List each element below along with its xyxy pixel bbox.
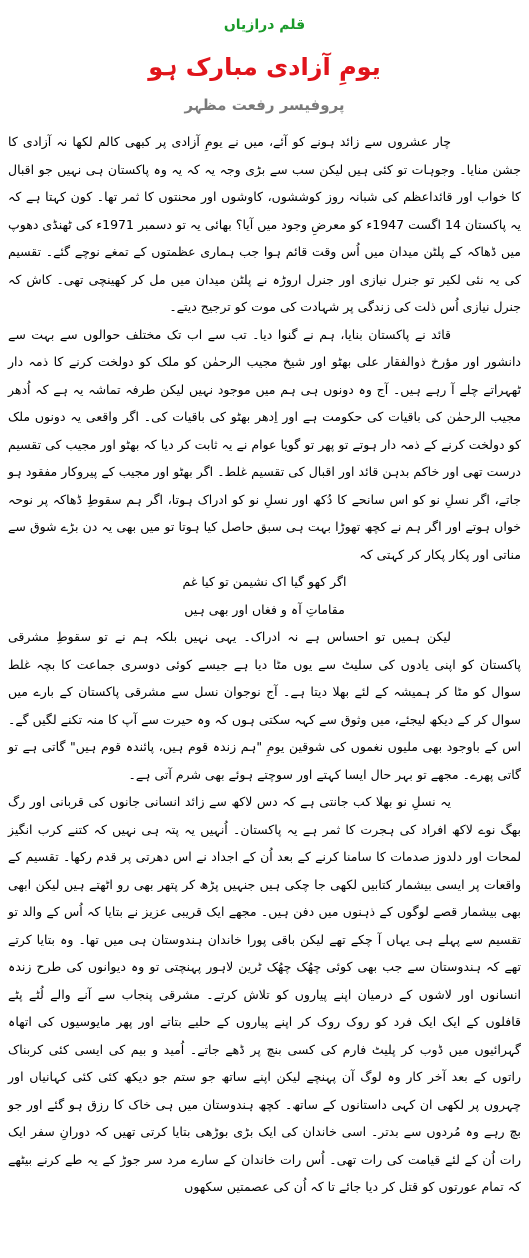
article-header: [8, 10, 521, 120]
column-name: قلم درازیاں: [223, 17, 306, 33]
author-name: پروفیسر رفعت مظہر: [184, 96, 345, 114]
verse-line-2: مقاماتِ آہ و فغاں اور بھی ہیں: [184, 601, 345, 617]
paragraph-2: قائد نے پاکستان بنایا، ہم نے گنوا دیا۔ تب سے اب تک مختلف حوالوں سے بہت سے دانشور اور مؤرخ ذوالفقار علی بھٹو اور شیخ مجیب الرحمٰن کو ملک کو دولخت کرنے کا ذمہ دار ٹھہراتے چلے آ رہے ہیں۔ آج وہ دونوں ہی ہم میں موجود نہیں لیکن طرفہ تماشہ یہ ہے کہ اُدھر مجیب الرحمٰن کی باقیات کی حکومت ہے اور اِدھر بھٹو کی باقیات کی۔ اگر واقعی یہ دونوں ملک کو دولخت کرنے کے ذمہ دار ہوتے تو پھر تو گویا عوام نے یہ ثابت کر دیا کہ بھٹو اور مجیب کی تقسیم درست تھی اور خاکم بدہن قائد اور اقبال کی تقسیم غلط۔ اگر بھٹو اور مجیب کے پیروکار مفقود ہو جاتے، اگر نسلِ نو کو اس سانحے کا دُکھ اور نسلِ نو کو ادراک ہوتا، اگر ہم سقوطِ ڈھاکہ پر نوحہ خواں ہوتے اور اگر ہم نے کچھ تھوڑا بہت ہی سبق حاصل کیا ہوتا تو میں بھی یہ دن بڑے شوق سے مناتی اور پکار پکار کر کہتی کہ: [8, 326, 521, 562]
article-title: یومِ آزادی مبارک ہو: [148, 53, 381, 81]
paragraph-3: لیکن ہمیں تو احساس ہے نہ ادراک۔ یہی نہیں بلکہ ہم نے تو سقوطِ مشرقی پاکستان کو اپنی یادوں کی سلیٹ سے یوں مٹا دیا ہے جیسے کوئی دوسری جماعت کا بچہ غلط سوال کو مٹا کر ہمیشہ کے لئے بھلا دیتا ہے۔ آج نوجوان نسل سے مشرقی پاکستان کے بارے میں سوال کر کے دیکھ لیجئے، میں وثوق سے کہہ سکتی ہوں کہ وہ حیرت سے آپ کا منہ تکنے لگیں گے۔ اس کے باوجود بھی ملیوں نغموں کی شوقین یومِ "ہم زندہ قوم ہیں، پائندہ قوم ہیں" گاتی ہے تو گاتی پھرے۔ مجھے تو بہر حال ایسا کہتے اور سوچتے ہوئے بھی شرم آتی ہے۔: [8, 629, 521, 782]
paragraph-1: چار عشروں سے زائد ہونے کو آئے، میں نے یومِ آزادی پر کبھی کالم لکھا نہ آزادی کا جشن منایا۔ وجوہات تو کئی ہیں لیکن سب سے بڑی وجہ یہ کہ یہ وہ پاکستان ہی نہیں جو اقبال کا خواب اور قائداعظم کی شبانہ روز کوششوں، کاوشوں اور محنتوں کا ثمر تھا۔ کون کہتا ہے کہ یہ پاکستان 14 اگست 1947ء کو معرضِ وجود میں آیا؟ بھائی یہ تو دسمبر 1971ء کی ٹھنڈی دھوپ میں ڈھاکہ کے پلٹن میدان میں اُس وقت قائم ہوا جب ہماری عظمتوں کے تمغے نوچے گئے۔ تقسیم کی یہ نئی لکیر تو جنرل نیازی اور جنرل اروڑہ نے پلٹن میدان میں مل کر کھینچی تھی۔ کاش کہ جنرل نیازی اُس ذلت کی زندگی پر شہادت کی موت کو ترجیح دیتے۔: [8, 134, 521, 314]
article-body: [8, 128, 521, 1201]
verse-line-1: اگر کھو گیا اک نشیمن تو کیا غم: [182, 574, 347, 589]
paragraph-4: یہ نسلِ نو بھلا کب جانتی ہے کہ دس لاکھ سے زائد انسانی جانوں کی قربانی اور رگ بھگ نوے لاکھ افراد کی ہجرت کا ثمر ہے یہ پاکستان۔ اُنہیں یہ پتہ ہی نہیں کہ کتنے کرب انگیز لمحات اور دلدوز صدمات کا سامنا کرنے کے بعد اُن کے اجداد نے اس دھرتی پر قدم رکھا۔ تقسیم کے واقعات پر ایسی بیشمار کتابیں لکھی جا چکی ہیں جنہیں پڑھ کر پتھر بھی رو اٹھتے ہیں لیکن ابھی بھی بیشمار قصے لوگوں کے ذہنوں میں دفن ہیں۔ مجھے ایک قریبی عزیز نے بتایا کہ اُس کے والد تو تقسیم سے پہلے ہی یہاں آ چکے تھے لیکن باقی پورا خاندان ہندوستان ہی میں تھا۔ وہ بتایا کرتے تھے کہ ہندوستان سے جب بھی کوئی چھُک چھُک ٹرین لاہور پہنچتی تو وہ دیوانوں کی طرح زندہ انسانوں اور لاشوں کے درمیان اپنے پیاروں کو تلاش کرتے۔ مشرقی پنجاب سے آنے والے لُٹے پٹے قافلوں کے ایک ایک فرد کو روک روک کر اپنے پیاروں کے حلیے بتاتے اور پھر مایوسیوں کی اتھاہ گہرائیوں میں ڈوب کر پلیٹ فارم کی کسی بنچ پر ڈھے جاتے۔ اُمید و بیم کی ایسی کئی کربناک راتوں کے بعد آخر کار وہ لوگ آن پہنچے لیکن اپنے ساتھ جو ستم جو دیکھ کئی کئی کہانیاں اور چہروں پر لکھی ان کہی داستانوں کے ساتھ۔ کچھ ہندوستان میں ہی خاک کا رزق ہو گئے اور جو بچ رہے وہ مُردوں سے بدتر۔ اسی خاندان کی ایک بڑی بوڑھی بتایا کرتی تھیں کہ دورانِ سفر ایک رات اُن کے لئے قیامت کی رات تھی۔ اُس رات خاندان کے سارے مرد سر جوڑ کے یہ طے کرنے بیٹھے کہ تمام عورتوں کو قتل کر دیا جائے تا کہ اُن کی عصمتیں سکھوں: [8, 794, 521, 1194]
